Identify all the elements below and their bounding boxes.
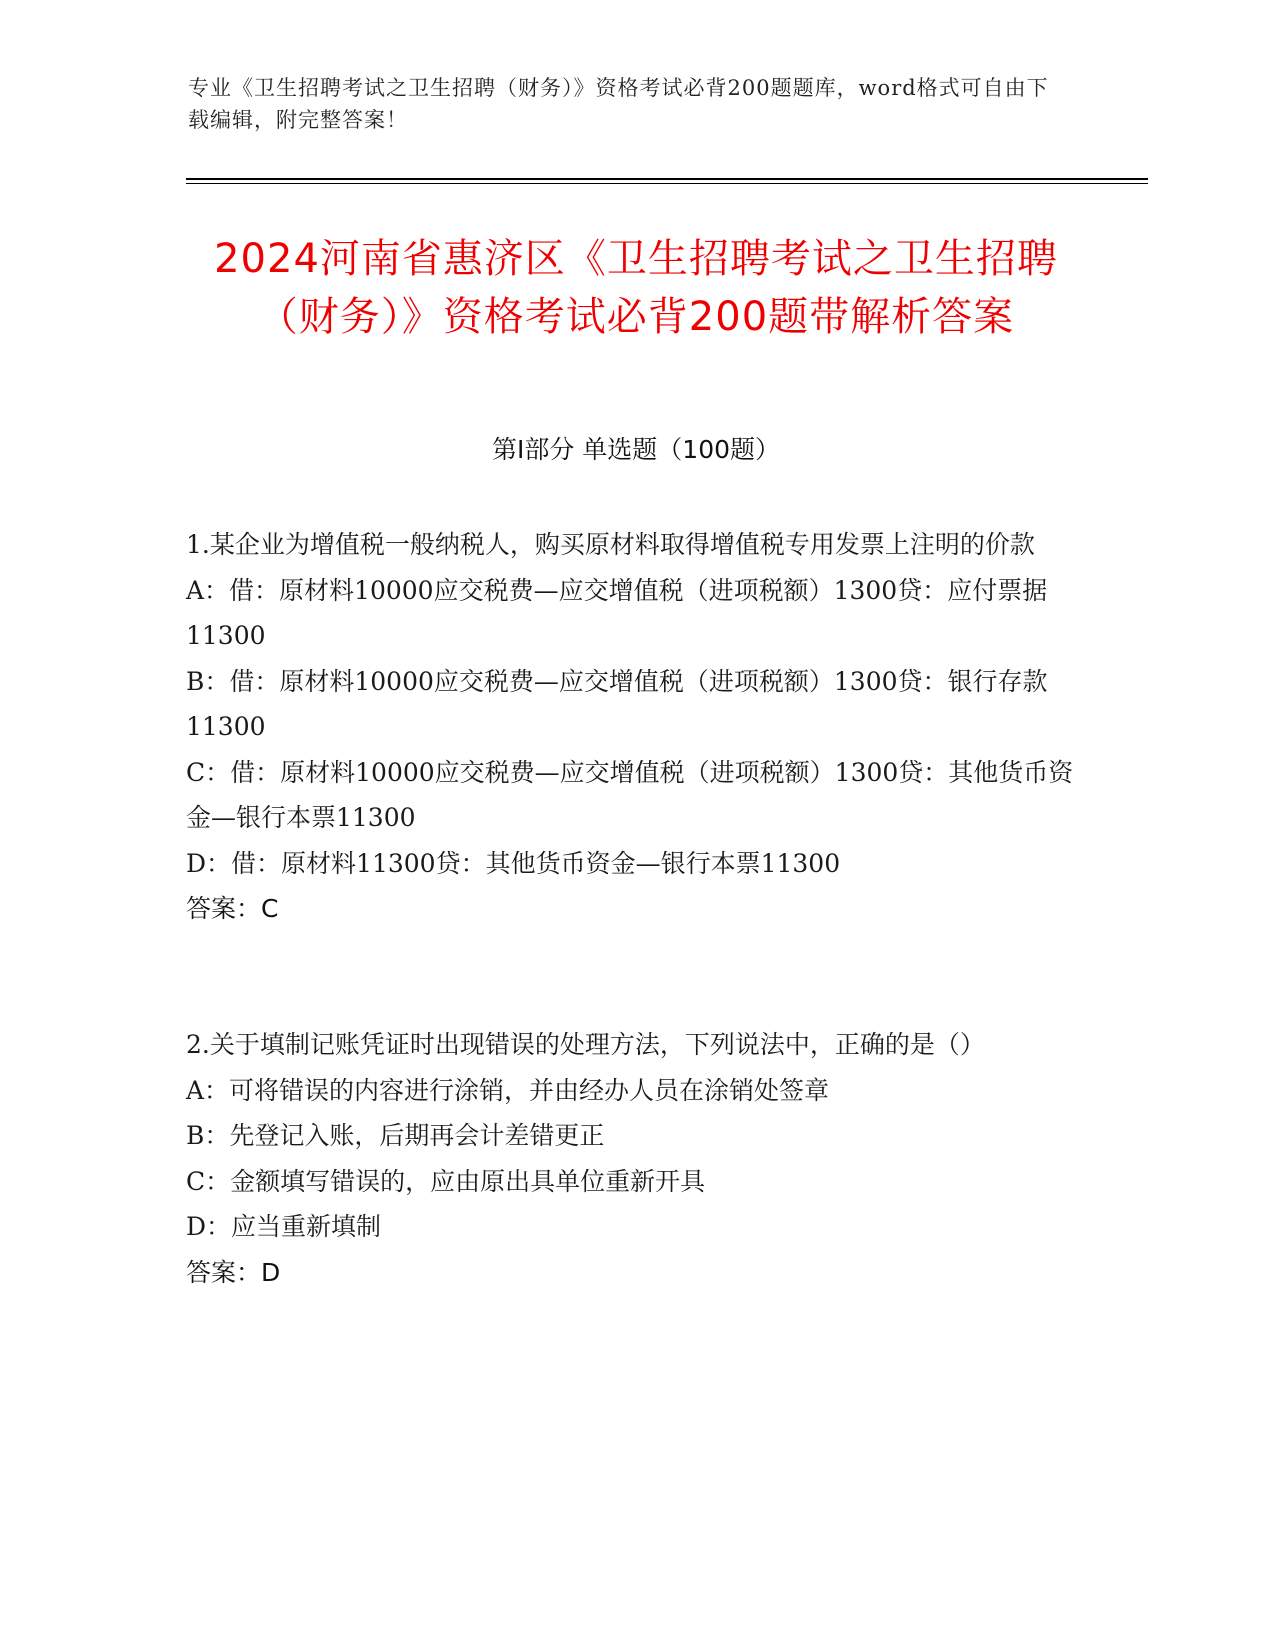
option-a: A：可将错误的内容进行涂销，并由经办人员在涂销处签章	[186, 1075, 830, 1105]
section-title: 第I部分 单选题（100题）	[491, 435, 781, 464]
header-rule-thick	[186, 178, 1148, 180]
header-note: 专业《卫生招聘考试之卫生招聘（财务）》资格考试必背200题题库，word格式可自由下载编辑，附完整答案！	[188, 76, 1049, 132]
question-stem: 1.某企业为增值税一般纳税人，购买原材料取得增值税专用发票上注明的价款	[186, 530, 1035, 559]
answer: 答案：D	[186, 1257, 281, 1287]
option-b: B：借：原材料10000应交税费—应交增值税（进项税额）1300贷：银行存款11300	[186, 666, 1048, 741]
question-stem: 2.关于填制记账凭证时出现错误的处理方法，下列说法中，正确的是（）	[186, 1030, 985, 1059]
option-d: D：借：原材料11300贷：其他货币资金—银行本票11300	[186, 848, 841, 878]
question-2	[186, 1022, 1086, 1295]
option-c: C：借：原材料10000应交税费—应交增值税（进项税额）1300贷：其他货币资金—银行本票11300	[186, 757, 1074, 832]
question-1	[186, 522, 1086, 932]
option-a: A：借：原材料10000应交税费—应交增值税（进项税额）1300贷：应付票据11300	[186, 575, 1048, 650]
document-title: 2024河南省惠济区《卫生招聘考试之卫生招聘（财务）》资格考试必背200题带解析答案	[214, 236, 1058, 340]
option-c: C：金额填写错误的，应由原出具单位重新开具	[186, 1166, 706, 1196]
option-d: D：应当重新填制	[186, 1212, 382, 1241]
option-b: B：先登记入账，后期再会计差错更正	[186, 1121, 605, 1150]
answer: 答案：C	[186, 894, 279, 923]
header-rule-thin	[186, 183, 1148, 184]
